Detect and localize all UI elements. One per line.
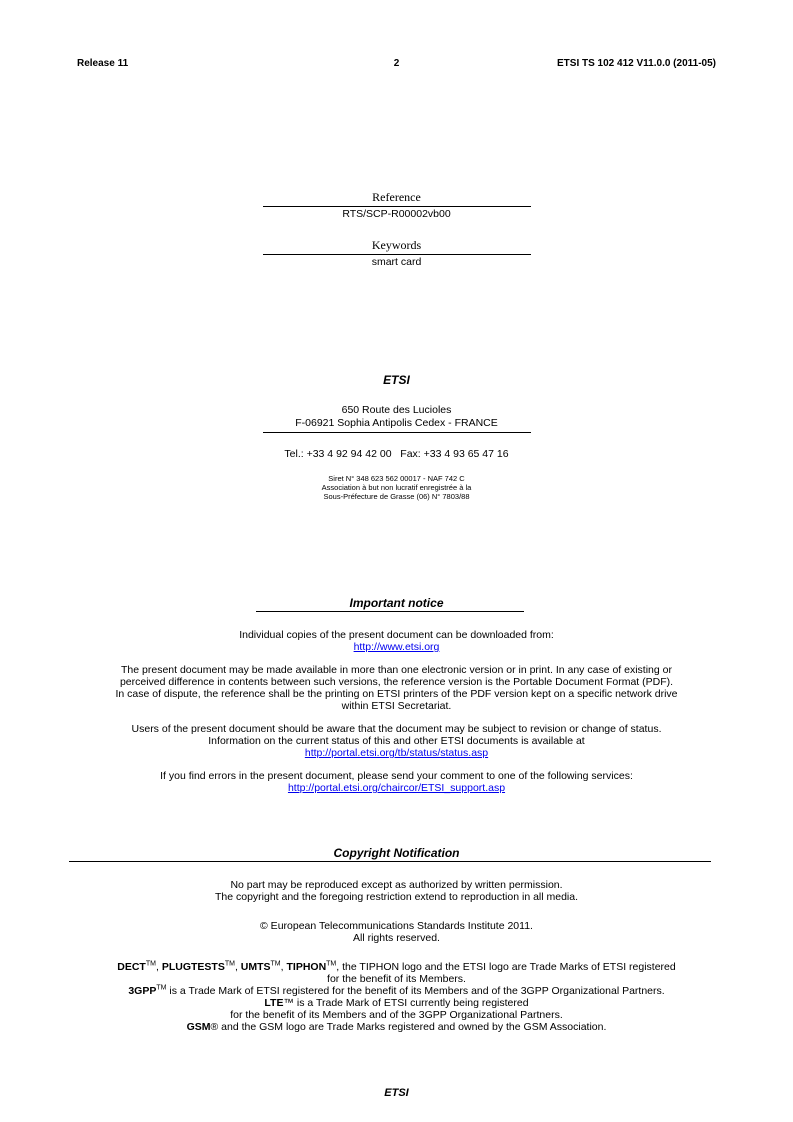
copyright-line3: © European Telecommunications Standards Institute 2011. <box>260 920 533 932</box>
reference-rule <box>263 206 531 207</box>
footer-etsi: ETSI <box>384 1087 409 1099</box>
notice-para1-line4: within ETSI Secretariat. <box>341 700 452 712</box>
notice-para1-line2: perceived difference in contents between such versions, the reference version is the Portable Document Format (PDF). <box>119 676 674 688</box>
trademarks-line3: 3GPP™ is a Trade Mark of ETSI registered for the benefit of its Members and of the 3GPP Organizational Partners. <box>128 984 665 997</box>
etsi-title: ETSI <box>383 373 410 387</box>
etsi-siret: Siret N° 348 623 562 00017 - NAF 742 C <box>328 474 465 483</box>
download-text: Individual copies of the present document can be downloaded from: <box>239 629 554 641</box>
tm-lte: LTE <box>264 997 284 1009</box>
etsi-tel-fax: Tel.: +33 4 92 94 42 00 Fax: +33 4 93 65 47 16 <box>284 448 509 460</box>
reference-label: Reference <box>372 190 421 204</box>
keywords-value: smart card <box>371 256 422 268</box>
trademarks-line5: for the benefit of its Members and of the 3GPP Organizational Partners. <box>230 1009 563 1021</box>
keywords-label: Keywords <box>371 238 422 252</box>
important-notice-rule <box>256 611 524 612</box>
notice-para1-line1: The present document may be made available in more than one electronic version or in print. In any case of existing or <box>121 664 672 676</box>
header-page-number: 2 <box>393 58 400 69</box>
download-link[interactable]: http://www.etsi.org <box>353 641 440 653</box>
reference-value: RTS/SCP-R00002vb00 <box>342 208 451 220</box>
copyright-title: Copyright Notification <box>333 846 460 860</box>
status-link[interactable]: http://portal.etsi.org/tb/status/status.asp <box>304 747 489 759</box>
trademarks-line2: for the benefit of its Members. <box>327 973 466 985</box>
etsi-prefecture: Sous-Préfecture de Grasse (06) N° 7803/88 <box>323 492 470 501</box>
tm-gsm: GSM <box>186 1021 211 1033</box>
support-link[interactable]: http://portal.etsi.org/chaircor/ETSI_support.asp <box>287 782 506 794</box>
etsi-address-line2: F-06921 Sophia Antipolis Cedex - FRANCE <box>295 417 498 429</box>
tm-3gpp: 3GPP <box>128 985 157 997</box>
header-doc-id: ETSI TS 102 412 V11.0.0 (2011-05) <box>557 58 716 69</box>
trademarks-line1: DECT™, PLUGTESTS™, UMTS™, TIPHON™, the TIPHON logo and the ETSI logo are Trade Marks of ETSI registered <box>117 960 676 973</box>
copyright-line4: All rights reserved. <box>353 932 440 944</box>
address-rule <box>263 432 531 433</box>
copyright-line2: The copyright and the foregoing restriction extend to reproduction in all media. <box>214 891 579 903</box>
trademarks-line4: LTE™ is a Trade Mark of ETSI currently being registered <box>264 997 529 1009</box>
tm-tiphon: TIPHON <box>286 961 327 973</box>
tm-umts: UMTS <box>240 961 271 973</box>
trademarks-line6: GSM® and the GSM logo are Trade Marks registered and owned by the GSM Association. <box>186 1021 607 1033</box>
tm-plugtests: PLUGTESTS <box>161 961 225 973</box>
notice-para3-line1: If you find errors in the present document, please send your comment to one of the following services: <box>160 770 633 782</box>
copyright-rule <box>69 861 711 862</box>
etsi-address-line1: 650 Route des Lucioles <box>341 404 452 416</box>
etsi-association: Association à but non lucratif enregistrée à la <box>321 483 472 492</box>
important-notice-title: Important notice <box>349 596 444 610</box>
header-release: Release 11 <box>77 58 129 69</box>
notice-para2-line2: Information on the current status of this and other ETSI documents is available at <box>208 735 585 747</box>
tm-dect: DECT <box>117 961 146 973</box>
notice-para1-line3: In case of dispute, the reference shall be the printing on ETSI printers of the PDF version kept on a specific network drive <box>115 688 678 700</box>
notice-para2-line1: Users of the present document should be aware that the document may be subject to revision or change of status. <box>131 723 662 735</box>
keywords-rule <box>263 254 531 255</box>
copyright-line1: No part may be reproduced except as authorized by written permission. <box>230 879 563 891</box>
